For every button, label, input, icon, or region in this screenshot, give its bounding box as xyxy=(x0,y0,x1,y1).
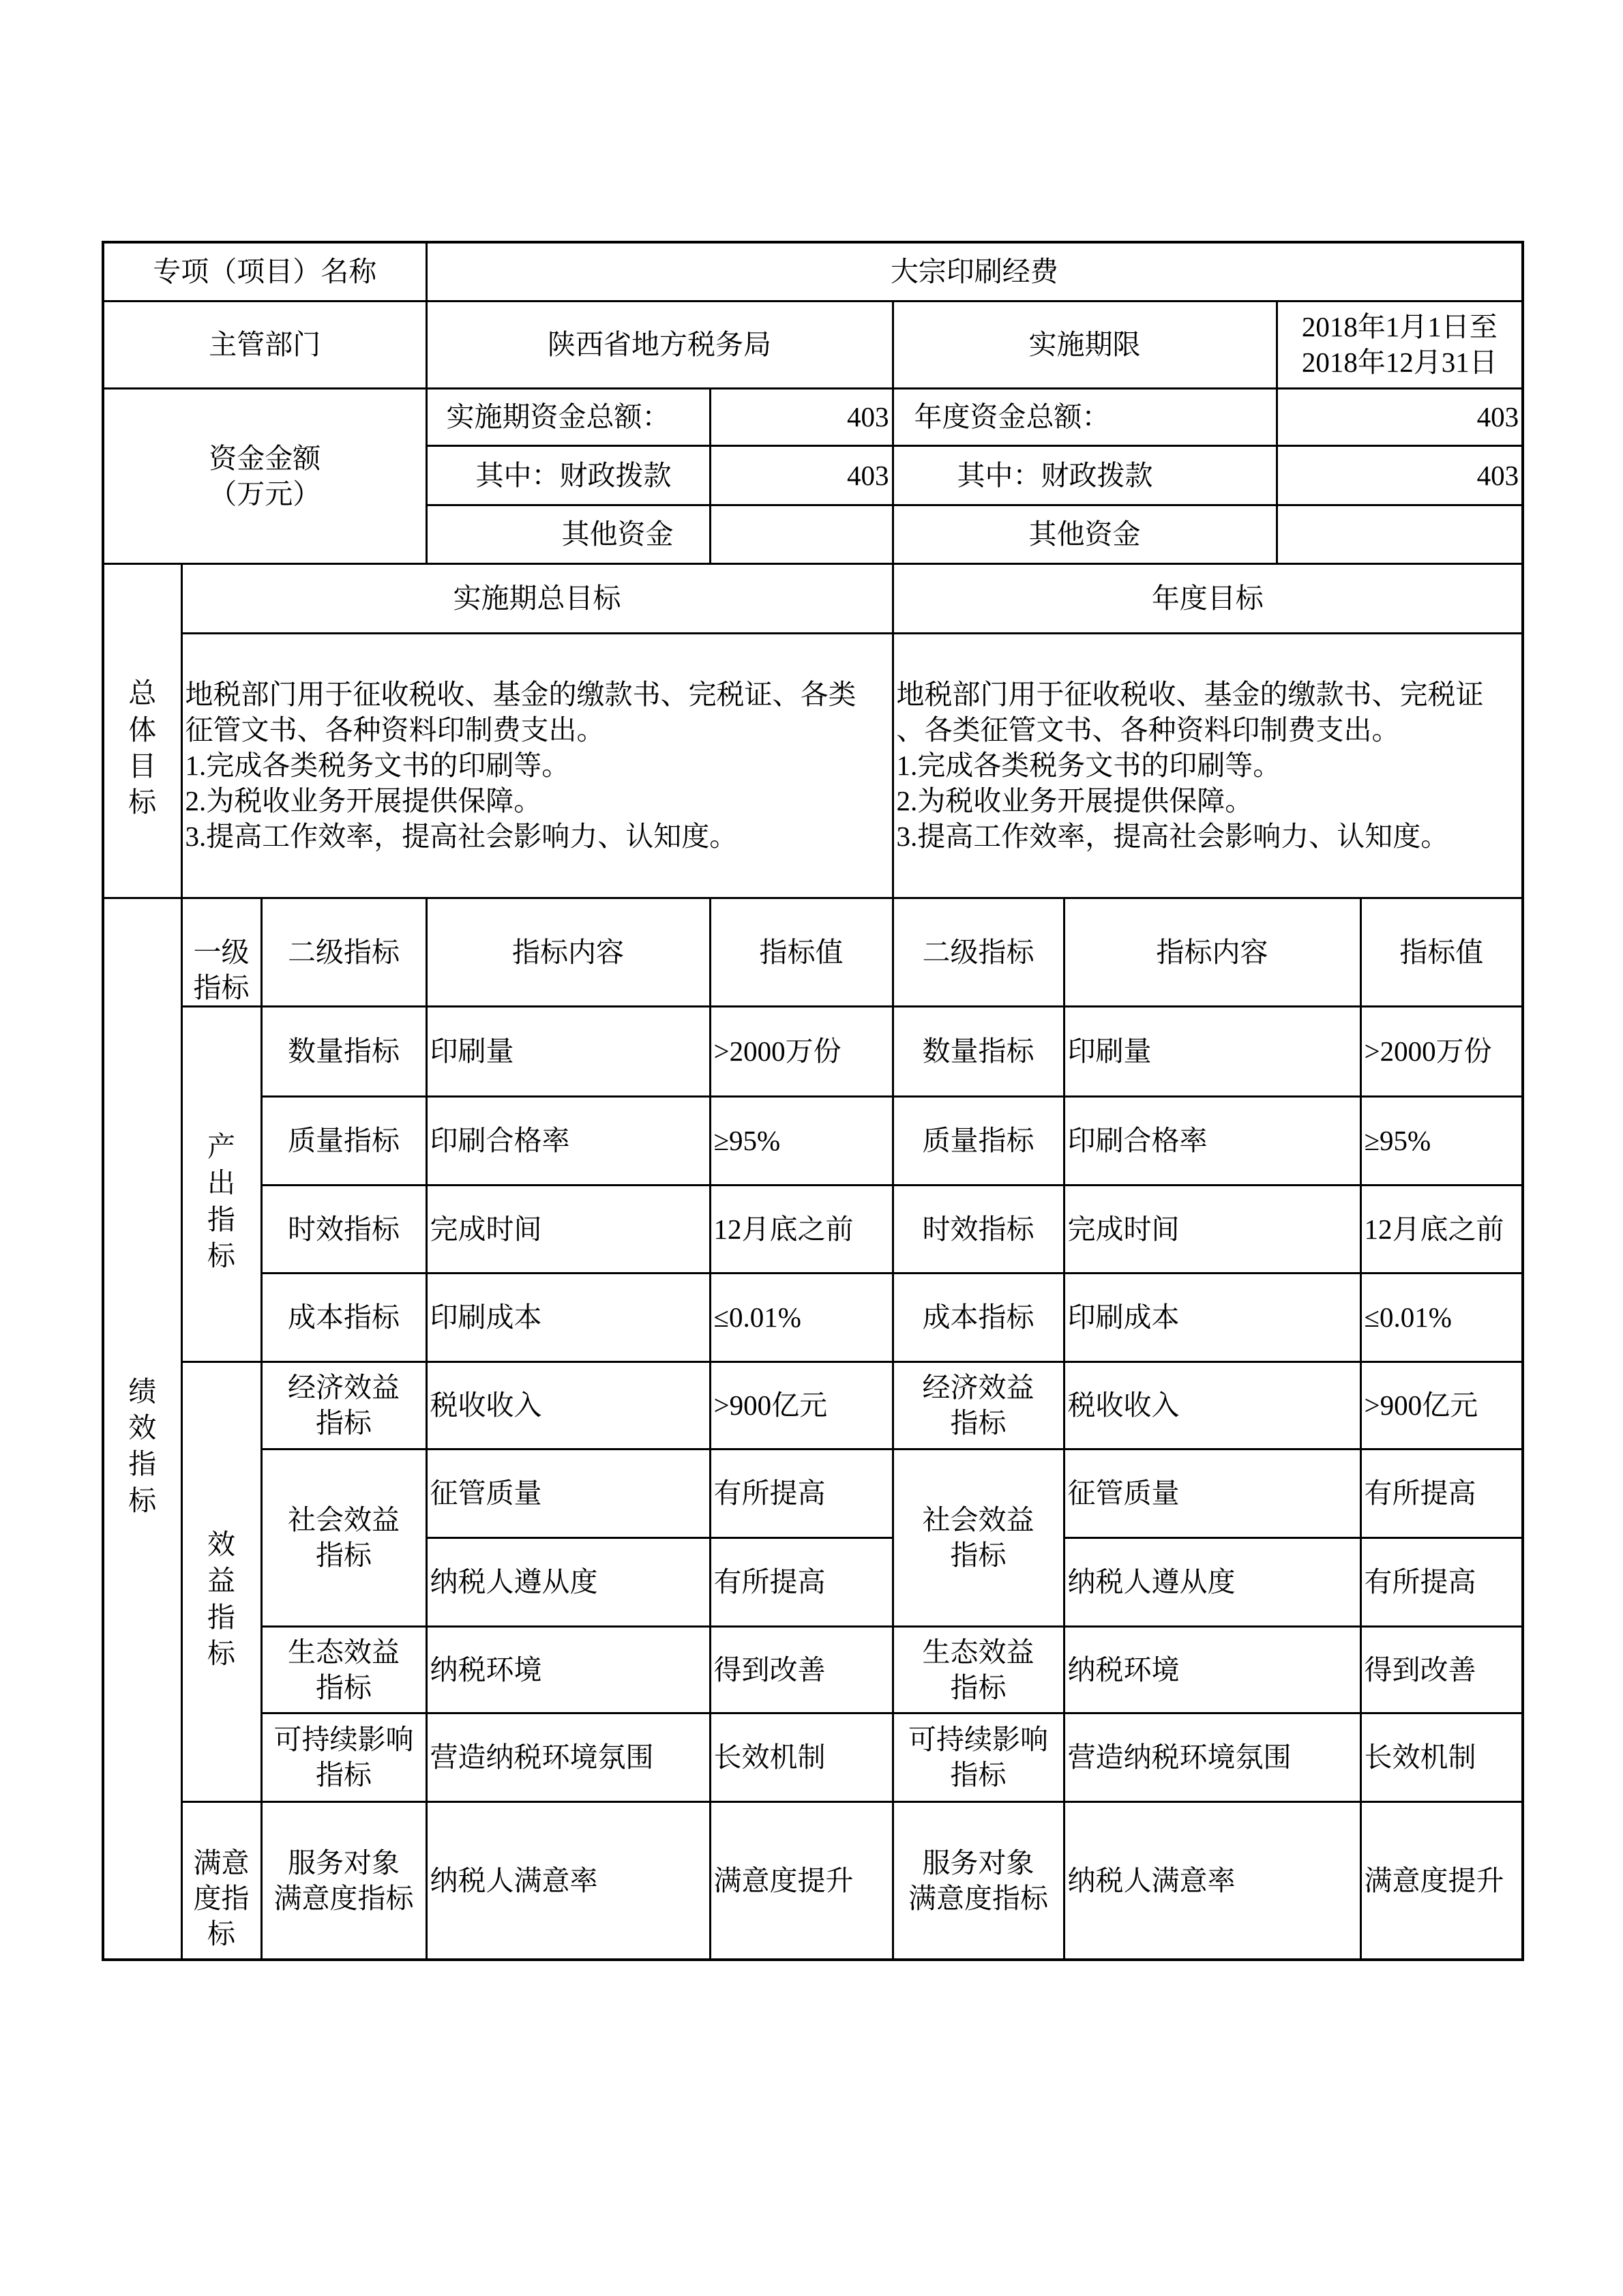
annual-level2-cell: 成本指标 xyxy=(893,1273,1064,1362)
annual-content-cell: 纳税人满意率 xyxy=(1064,1801,1360,1960)
annual-value-cell: >900亿元 xyxy=(1360,1362,1523,1449)
department-row xyxy=(103,301,1523,388)
department-label: 主管部门 xyxy=(103,301,426,388)
project-name-label: 专项（项目）名称 xyxy=(103,242,426,301)
level2-cell: 成本指标 xyxy=(261,1273,426,1362)
value-cell: 有所提高 xyxy=(710,1449,893,1537)
level2-cell: 时效指标 xyxy=(261,1185,426,1273)
level2-cell: 数量指标 xyxy=(261,1006,426,1096)
output-label: 产出指标 xyxy=(207,1131,235,1271)
period-label: 实施期限 xyxy=(893,301,1277,388)
impl-fiscal-value: 403 xyxy=(710,445,893,505)
goals-text-row xyxy=(103,633,1523,898)
goals-label-cell xyxy=(103,563,181,898)
header-level2: 二级指标 xyxy=(261,898,426,1006)
goals-header-row xyxy=(103,563,1523,633)
table-row xyxy=(103,1006,1523,1096)
value-cell: >2000万份 xyxy=(710,1006,893,1096)
annual-level2-cell: 社会效益 指标 xyxy=(893,1449,1064,1626)
annual-header-value: 指标值 xyxy=(1360,898,1523,1006)
indicators-label: 绩效指标 xyxy=(128,1375,157,1516)
content-cell: 印刷成本 xyxy=(426,1273,710,1362)
annual-level2-cell: 生态效益 指标 xyxy=(893,1626,1064,1713)
value-cell: 有所提高 xyxy=(710,1537,893,1626)
impl-total-value: 403 xyxy=(710,388,893,445)
header-level1: 一级指标 xyxy=(193,936,250,1003)
satisfaction-label-cell xyxy=(181,1801,261,1960)
table-row xyxy=(103,1801,1523,1960)
table-row xyxy=(103,1273,1523,1362)
benefit-label-cell xyxy=(181,1362,261,1801)
benefit-label: 效益指标 xyxy=(207,1529,235,1669)
table-row xyxy=(103,1626,1523,1713)
annual-content-cell: 税收收入 xyxy=(1064,1362,1360,1449)
header-content: 指标内容 xyxy=(426,898,710,1006)
impl-goal-text: 地税部门用于征收税收、基金的缴款书、完税证、各类 征管文书、各种资料印制费支出。 1.完成各类税务文书的印刷等。 2.为税收业务开展提供保障。 3.提高工作效率，提高社会影响力、认知度。 xyxy=(181,633,893,898)
department-value: 陕西省地方税务局 xyxy=(426,301,893,388)
content-cell: 纳税人遵从度 xyxy=(426,1537,710,1626)
annual-level2-cell: 数量指标 xyxy=(893,1006,1064,1096)
annual-goal-text: 地税部门用于征收税收、基金的缴款书、完税证 、各类征管文书、各种资料印制费支出。 1.完成各类税务文书的印刷等。 2.为税收业务开展提供保障。 3.提高工作效率，提高社会影响力、认知度。 xyxy=(893,633,1523,898)
level2-cell: 质量指标 xyxy=(261,1096,426,1185)
annual-header-content: 指标内容 xyxy=(1064,898,1360,1006)
impl-fiscal-label: 其中：财政拨款 xyxy=(426,445,710,505)
level2-cell: 可持续影响 指标 xyxy=(261,1713,426,1801)
table-row xyxy=(103,1185,1523,1273)
annual-header-level2: 二级指标 xyxy=(893,898,1064,1006)
value-cell: 得到改善 xyxy=(710,1626,893,1713)
annual-fiscal-label: 其中：财政拨款 xyxy=(893,445,1277,505)
value-cell: 长效机制 xyxy=(710,1713,893,1801)
value-cell: ≤0.01% xyxy=(710,1273,893,1362)
value-cell: ≥95% xyxy=(710,1096,893,1185)
period-value: 2018年1月1日至 2018年12月31日 xyxy=(1277,301,1523,388)
level2-cell: 社会效益 指标 xyxy=(261,1449,426,1626)
annual-value-cell: ≤0.01% xyxy=(1360,1273,1523,1362)
value-cell: 满意度提升 xyxy=(710,1801,893,1960)
level2-cell: 服务对象 满意度指标 xyxy=(261,1801,426,1960)
content-cell: 纳税环境 xyxy=(426,1626,710,1713)
annual-content-cell: 纳税人遵从度 xyxy=(1064,1537,1360,1626)
impl-other-value xyxy=(710,505,893,563)
content-cell: 征管质量 xyxy=(426,1449,710,1537)
level2-cell: 经济效益 指标 xyxy=(261,1362,426,1449)
content-cell: 营造纳税环境氛围 xyxy=(426,1713,710,1801)
value-cell: 12月底之前 xyxy=(710,1185,893,1273)
annual-level2-cell: 经济效益 指标 xyxy=(893,1362,1064,1449)
annual-value-cell: >2000万份 xyxy=(1360,1006,1523,1096)
annual-content-cell: 征管质量 xyxy=(1064,1449,1360,1537)
annual-level2-cell: 质量指标 xyxy=(893,1096,1064,1185)
annual-other-label: 其他资金 xyxy=(893,505,1277,563)
annual-level2-cell: 服务对象 满意度指标 xyxy=(893,1801,1064,1960)
annual-total-label: 年度资金总额： xyxy=(893,388,1277,445)
goals-label: 总体目标 xyxy=(128,677,157,819)
annual-other-value xyxy=(1277,505,1523,563)
header-level1-cell xyxy=(181,898,261,1006)
level2-cell: 生态效益 指标 xyxy=(261,1626,426,1713)
annual-value-cell: 12月底之前 xyxy=(1360,1185,1523,1273)
indicator-header-row xyxy=(103,898,1523,1006)
header-value: 指标值 xyxy=(710,898,893,1006)
performance-goal-table xyxy=(102,241,1524,1961)
project-name-value: 大宗印刷经费 xyxy=(426,242,1523,301)
indicators-label-cell xyxy=(103,898,181,1960)
content-cell: 纳税人满意率 xyxy=(426,1801,710,1960)
impl-total-label: 实施期资金总额： xyxy=(426,388,710,445)
annual-goal-header: 年度目标 xyxy=(893,563,1523,633)
annual-content-cell: 营造纳税环境氛围 xyxy=(1064,1713,1360,1801)
table-row xyxy=(103,1362,1523,1449)
value-cell: >900亿元 xyxy=(710,1362,893,1449)
content-cell: 印刷合格率 xyxy=(426,1096,710,1185)
annual-value-cell: ≥95% xyxy=(1360,1096,1523,1185)
funds-total-row xyxy=(103,388,1523,445)
annual-value-cell: 有所提高 xyxy=(1360,1537,1523,1626)
annual-level2-cell: 可持续影响 指标 xyxy=(893,1713,1064,1801)
annual-content-cell: 印刷量 xyxy=(1064,1006,1360,1096)
content-cell: 税收收入 xyxy=(426,1362,710,1449)
impl-other-label: 其他资金 xyxy=(426,505,710,563)
table-row xyxy=(103,1449,1523,1537)
annual-content-cell: 印刷成本 xyxy=(1064,1273,1360,1362)
annual-value-cell: 满意度提升 xyxy=(1360,1801,1523,1960)
funds-label: 资金金额 （万元） xyxy=(103,388,426,563)
content-cell: 印刷量 xyxy=(426,1006,710,1096)
table-row xyxy=(103,1096,1523,1185)
satisfaction-label: 满意度指标 xyxy=(193,1846,250,1949)
project-name-row xyxy=(103,242,1523,301)
annual-value-cell: 有所提高 xyxy=(1360,1449,1523,1537)
annual-value-cell: 长效机制 xyxy=(1360,1713,1523,1801)
output-label-cell xyxy=(181,1006,261,1362)
annual-fiscal-value: 403 xyxy=(1277,445,1523,505)
annual-level2-cell: 时效指标 xyxy=(893,1185,1064,1273)
annual-content-cell: 完成时间 xyxy=(1064,1185,1360,1273)
annual-value-cell: 得到改善 xyxy=(1360,1626,1523,1713)
annual-content-cell: 纳税环境 xyxy=(1064,1626,1360,1713)
annual-total-value: 403 xyxy=(1277,388,1523,445)
impl-goal-header: 实施期总目标 xyxy=(181,563,893,633)
annual-content-cell: 印刷合格率 xyxy=(1064,1096,1360,1185)
table-row xyxy=(103,1713,1523,1801)
content-cell: 完成时间 xyxy=(426,1185,710,1273)
